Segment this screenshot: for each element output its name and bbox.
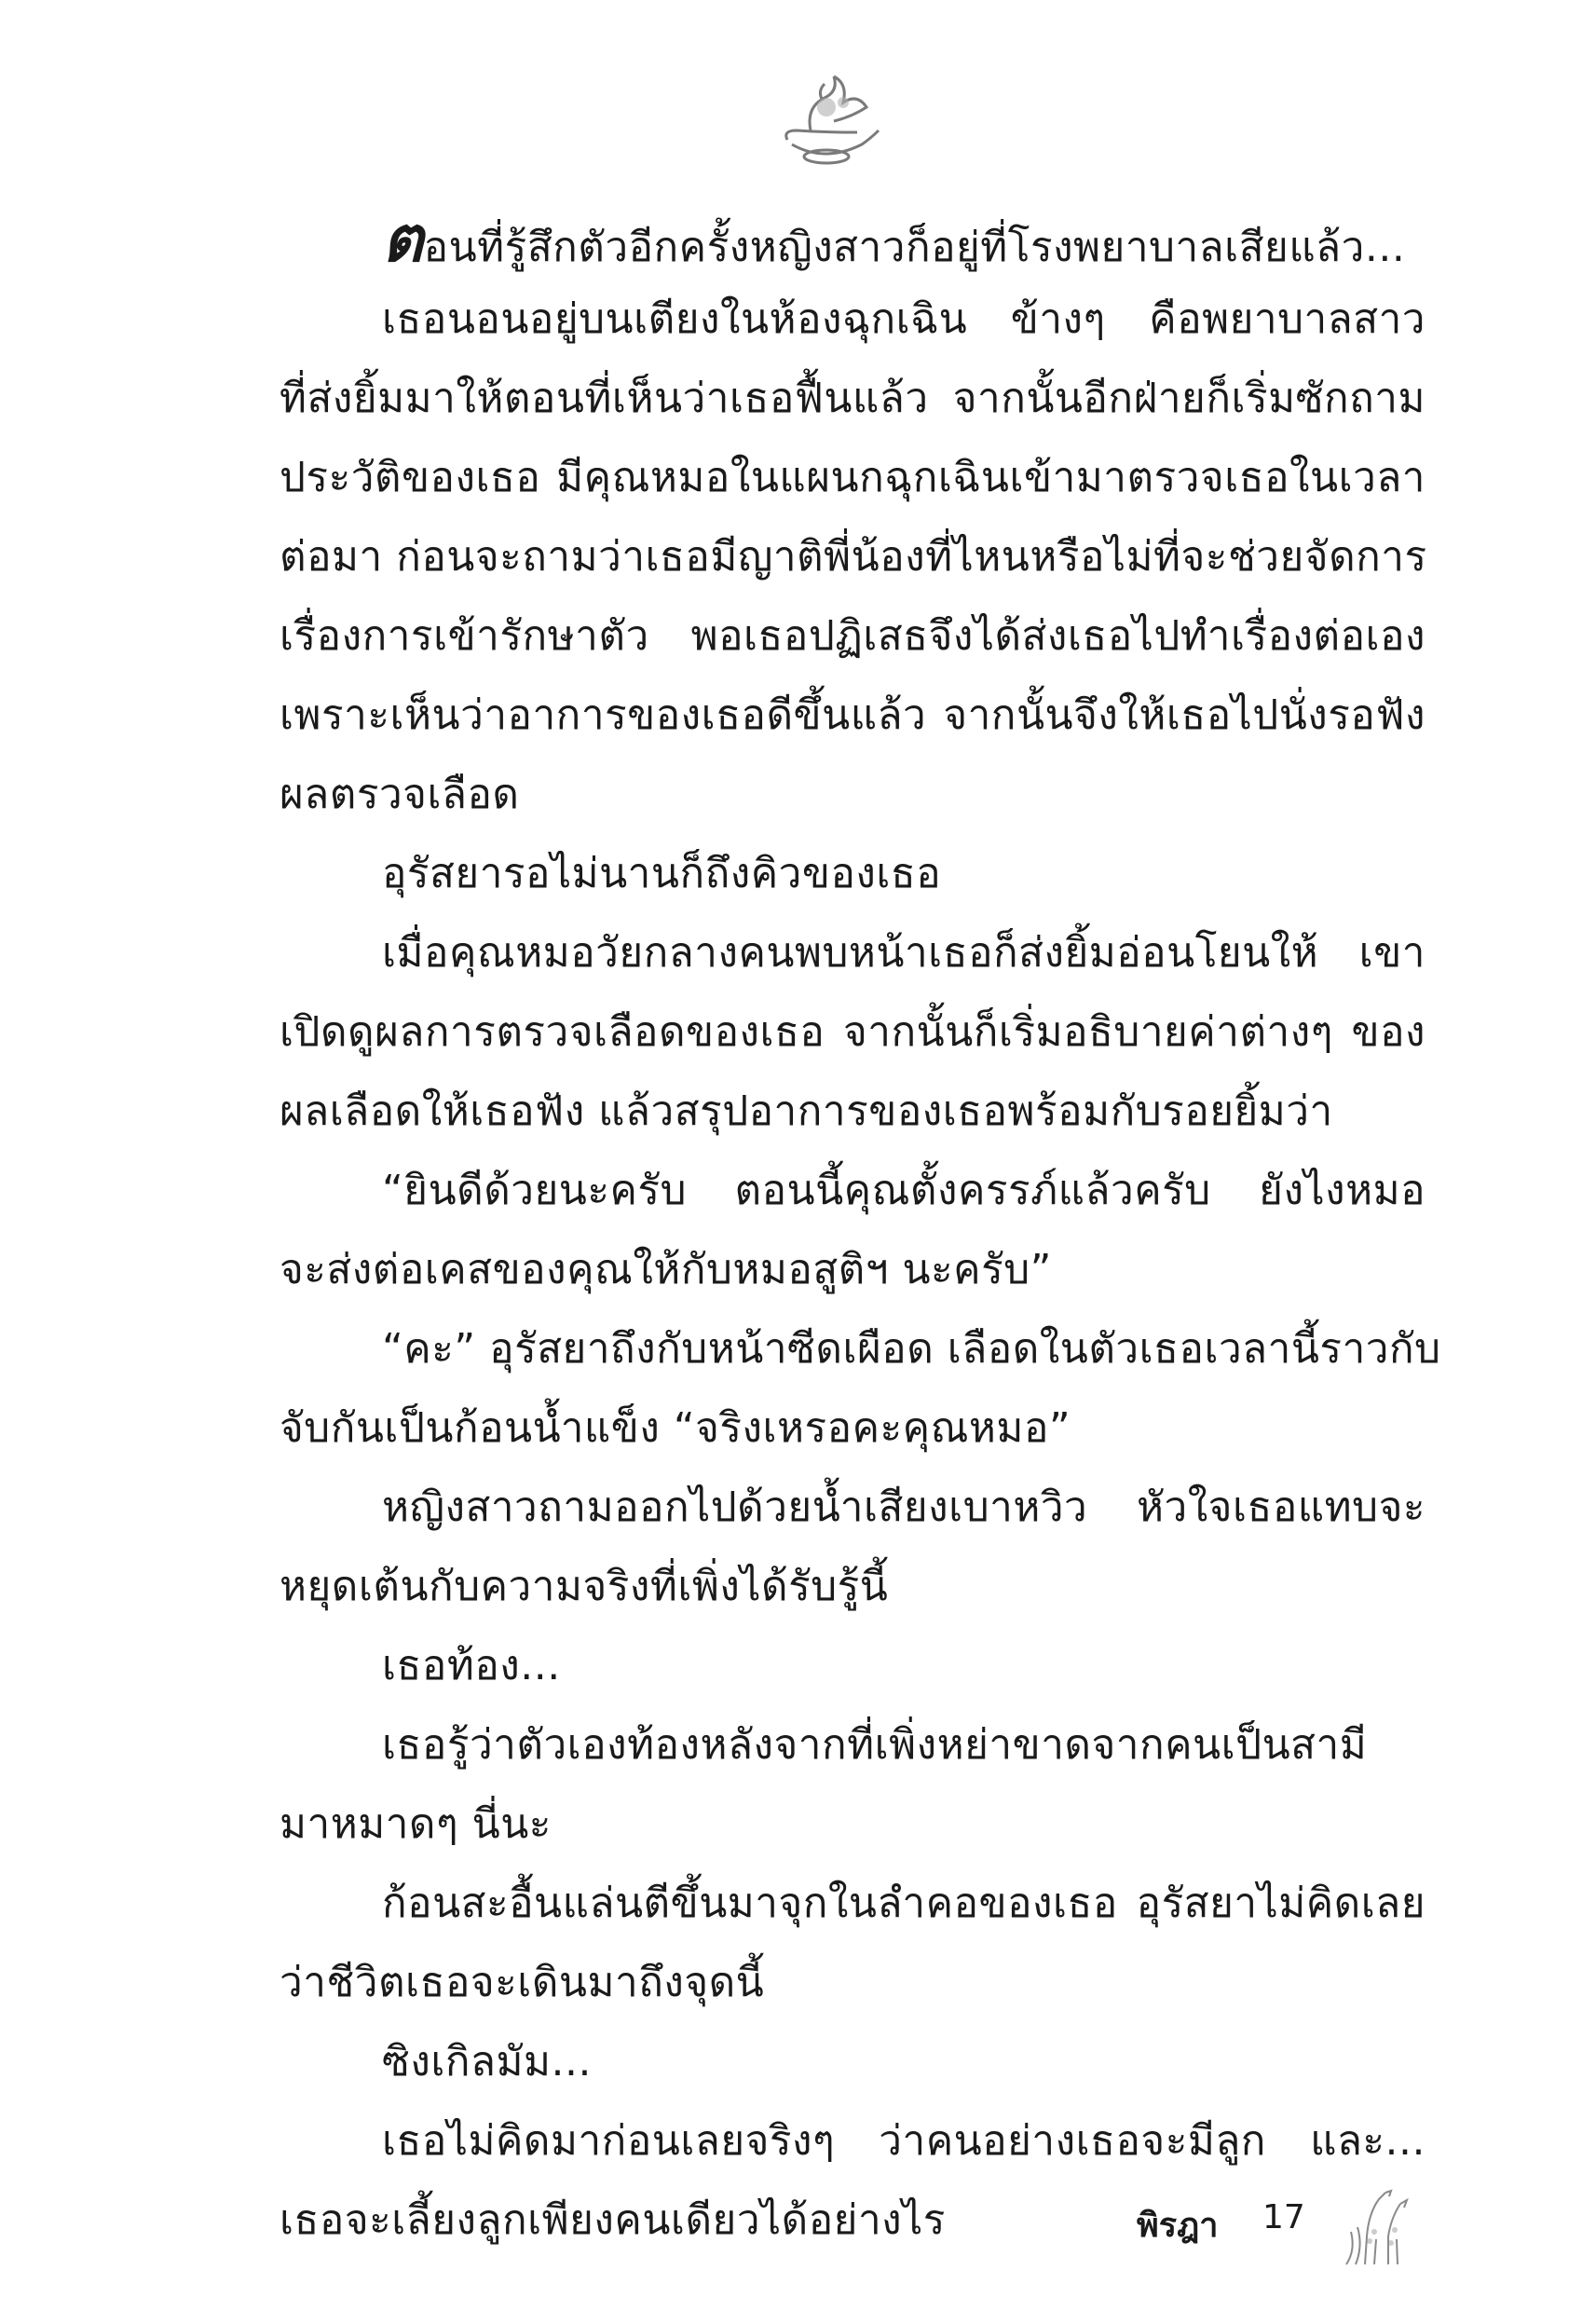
paragraph-line: “ยินดีด้วยนะครับ ตอนนี้คุณตั้งครรภ์แล้วครับ ยังไงหมอ: [382, 1167, 1425, 1214]
paragraph-line: ที่ส่งยิ้มมาให้ตอนที่เห็นว่าเธอฟื้นแล้ว จากนั้นอีกฝ่ายก็เริ่มซักถาม: [280, 375, 1425, 422]
paragraph-line: จะส่งต่อเคสของคุณให้กับหมอสูติฯ นะครับ”: [280, 1246, 1052, 1293]
chapter-body: [280, 200, 1441, 2260]
paragraph-line: ประวัติของเธอ มีคุณหมอในแผนกฉุกเฉินเข้ามาตรวจเธอในเวลา: [280, 454, 1425, 501]
paragraph-line: เธอท้อง...: [382, 1642, 561, 1689]
paragraph-line: หยุดเต้นกับความจริงที่เพิ่งได้รับรู้นี้: [280, 1563, 889, 1610]
running-title: พิรฎา: [1137, 2207, 1219, 2245]
paragraph-line: ผลเลือดให้เธอฟัง แล้วสรุปอาการของเธอพร้อมกับรอยยิ้มว่า: [280, 1087, 1333, 1135]
paragraph-line: อุรัสยารอไม่นานก็ถึงคิวของเธอ: [382, 850, 942, 897]
page-footer: [1099, 2185, 1435, 2269]
paragraph-line: หญิงสาวถามออกไปด้วยน้ำเสียงเบาหวิว หัวใจเธอแทบจะ: [382, 1484, 1425, 1531]
opening-text: อนที่รู้สึกตัวอีกครั้งหญิงสาวก็อยู่ที่โรงพยาบาลเสียแล้ว...: [423, 224, 1406, 271]
paragraph-line: เพราะเห็นว่าอาการของเธอดีขึ้นแล้ว จากนั้นจึงให้เธอไปนั่งรอฟัง: [280, 691, 1425, 739]
paragraph-line-opening: [280, 200, 1425, 280]
paragraph-line: มาหมาดๆ นี่นะ: [280, 1800, 552, 1848]
page-number: 17: [1262, 2198, 1305, 2236]
paragraph-line: ว่าชีวิตเธอจะเดินมาถึงจุดนี้: [280, 1959, 765, 2006]
paragraph-line: เธอจะเลี้ยงลูกเพียงคนเดียวได้อย่างไร: [280, 2196, 946, 2244]
paragraph-line: เธอไม่คิดมาก่อนเลยจริงๆ ว่าคนอย่างเธอจะมีลูก และ...: [382, 2117, 1425, 2165]
giraffe-icon: [1337, 2185, 1421, 2269]
paragraph-line: ผลตรวจเลือด: [280, 771, 520, 818]
paragraph-line: ก้อนสะอื้นแล่นตีขึ้นมาจุกในลำคอของเธอ อุรัสยาไม่คิดเลย: [382, 1880, 1425, 1927]
paragraph-line: จับกันเป็นก้อนน้ำแข็ง “จริงเหรอคะคุณหมอ”: [280, 1404, 1071, 1452]
magic-lamp-icon: [769, 65, 890, 177]
paragraph-line: เรื่องการเข้ารักษาตัว พอเธอปฏิเสธจึงได้ส่งเธอไปทำเรื่องต่อเอง: [280, 612, 1425, 660]
paragraph-line: เธอนอนอยู่บนเตียงในห้องฉุกเฉิน ข้างๆ คือพยาบาลสาว: [382, 295, 1425, 343]
paragraph-line: เธอรู้ว่าตัวเองท้องหลังจากที่เพิ่งหย่าขาดจากคนเป็นสามี: [382, 1721, 1368, 1769]
paragraph-line: เมื่อคุณหมอวัยกลางคนพบหน้าเธอก็ส่งยิ้มอ่อนโยนให้ เขา: [382, 929, 1425, 977]
drop-cap: ต: [382, 203, 424, 277]
paragraph-line: “คะ” อุรัสยาถึงกับหน้าซีดเผือด เลือดในตัวเธอเวลานี้ราวกับ: [382, 1325, 1441, 1373]
paragraph-line: ต่อมา ก่อนจะถามว่าเธอมีญาติพี่น้องที่ไหนหรือไม่ที่จะช่วยจัดการ: [280, 533, 1427, 581]
paragraph-line: ซิงเกิลมัม...: [382, 2038, 592, 2085]
paragraph-line: เปิดดูผลการตรวจเลือดของเธอ จากนั้นก็เริ่มอธิบายค่าต่างๆ ของ: [280, 1008, 1425, 1056]
